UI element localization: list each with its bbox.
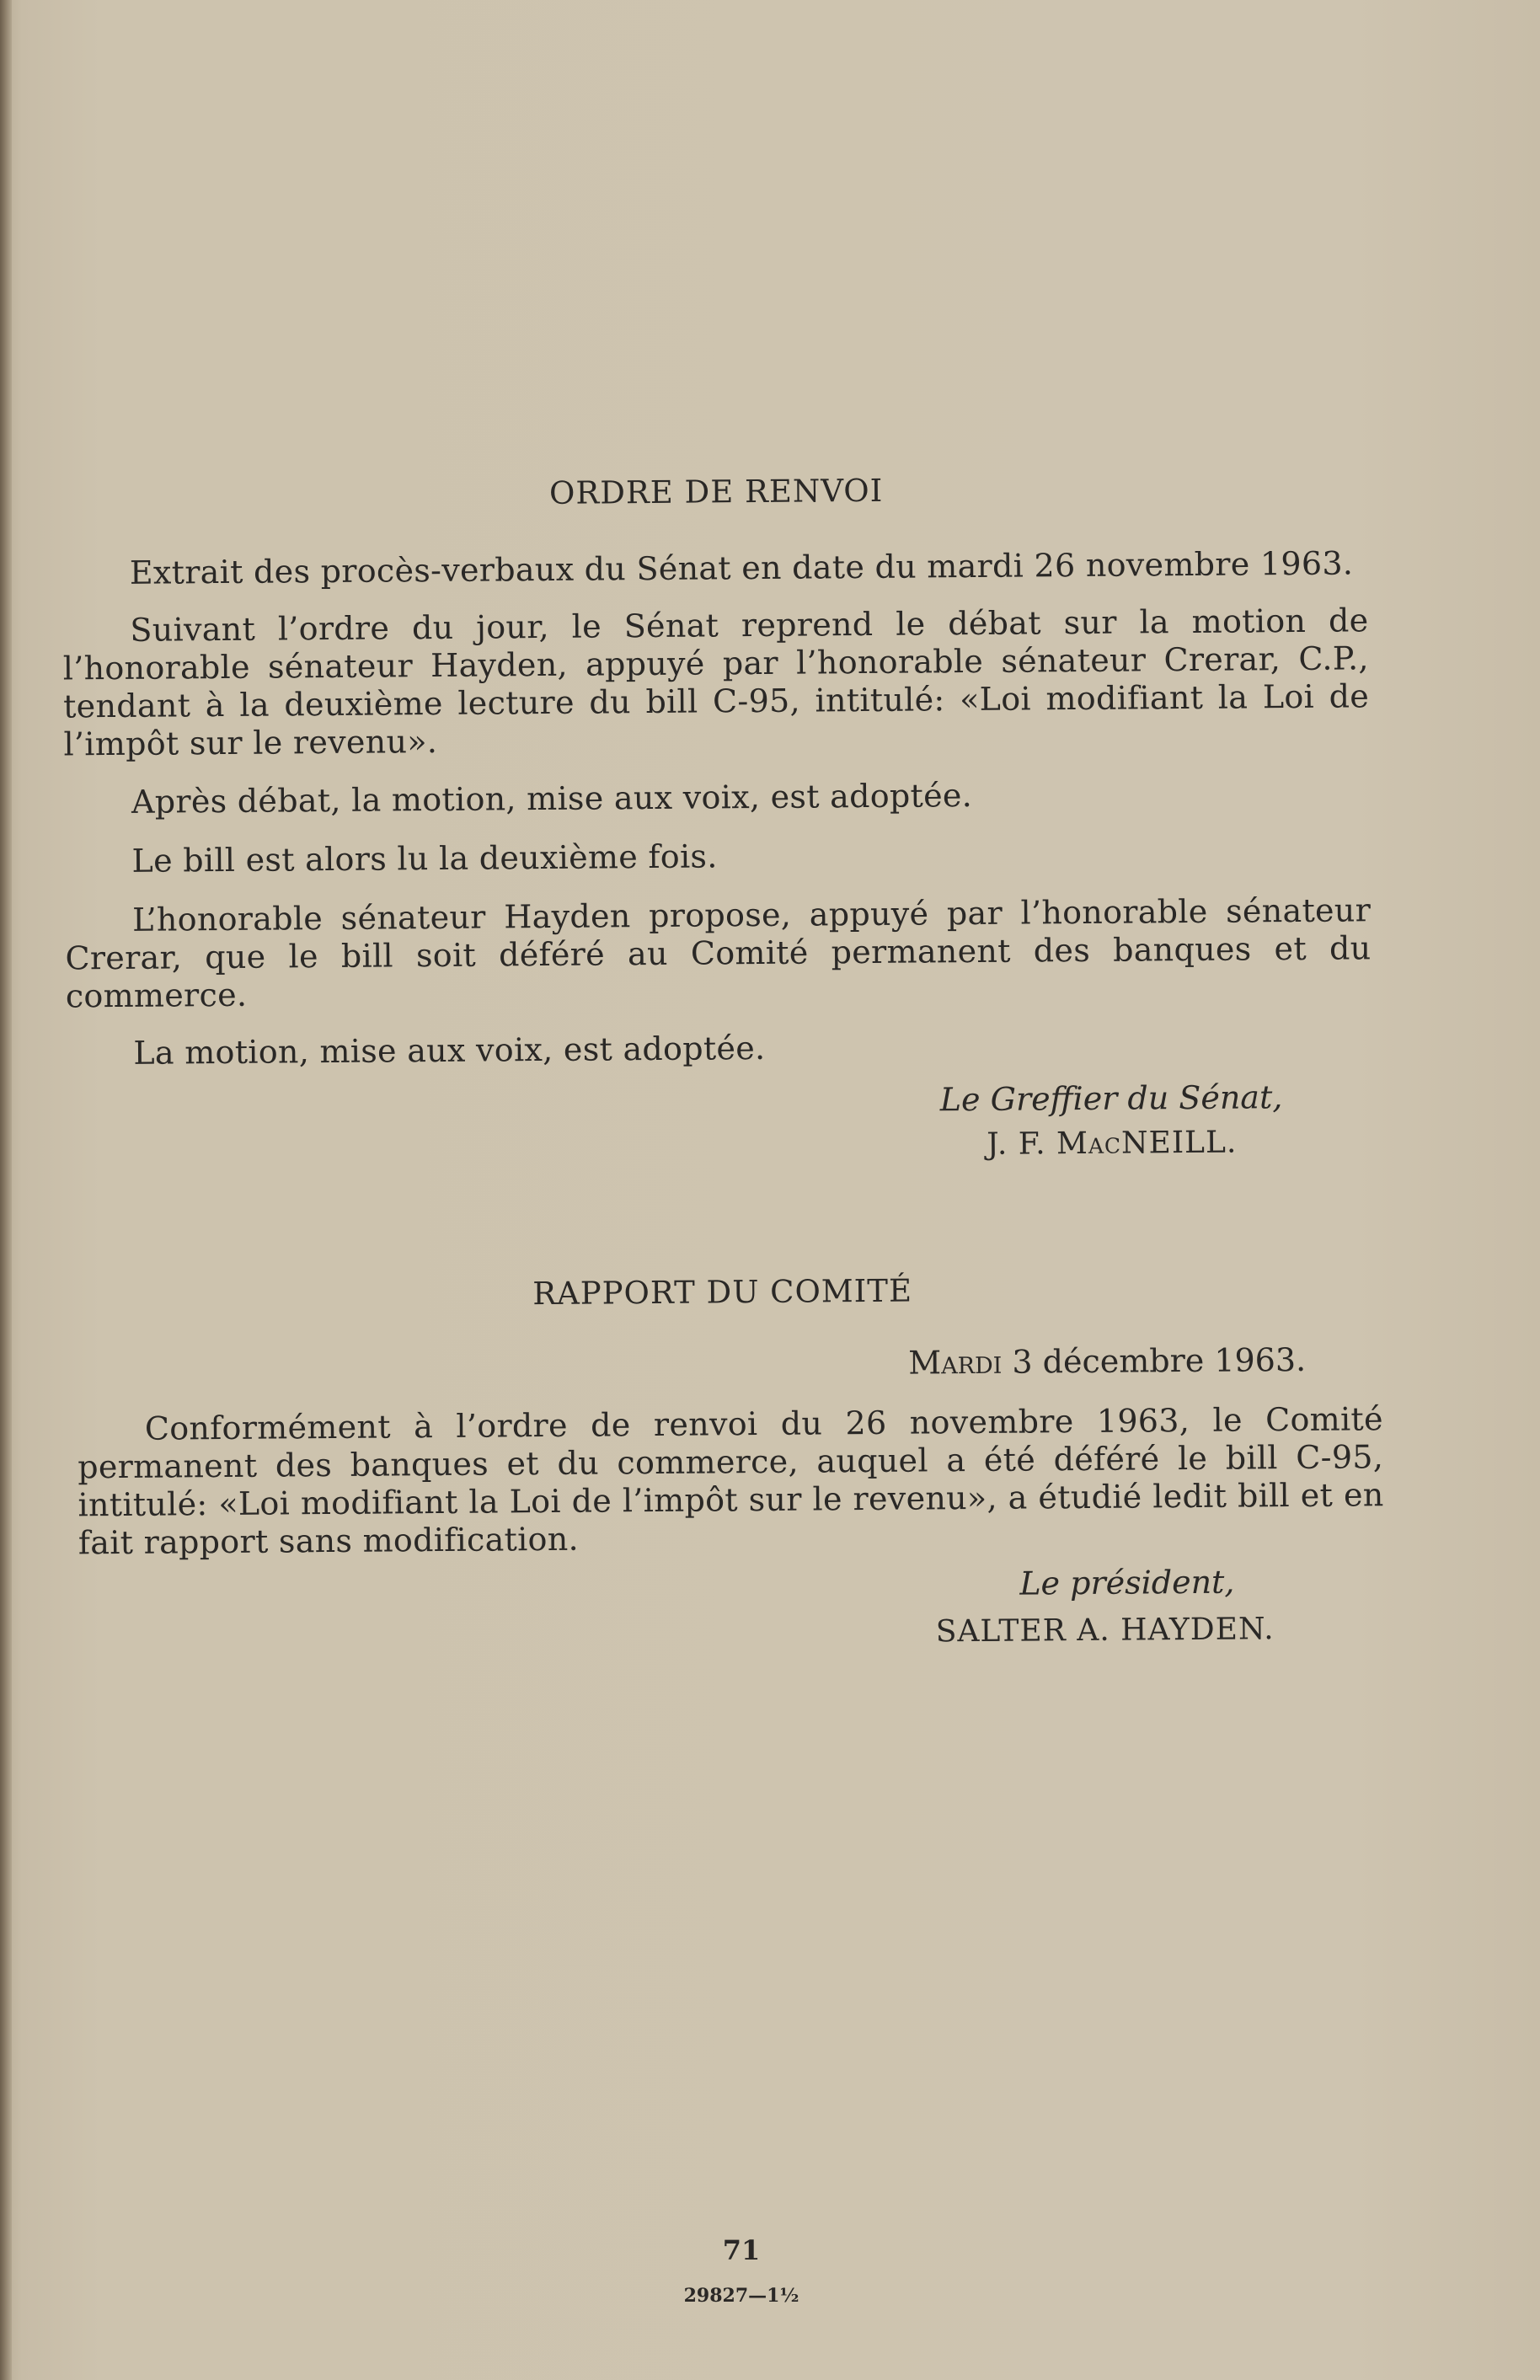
ordre-signature-name-suffix: NEILL. xyxy=(1120,1125,1238,1161)
rapport-date-day-rest: ardi xyxy=(941,1343,1003,1382)
rapport-date-rest: 3 décembre 1963. xyxy=(1002,1340,1307,1381)
ordre-signature-name-smallcaps: ac xyxy=(1088,1126,1122,1161)
page-number: 71 xyxy=(722,2234,761,2266)
rapport-date xyxy=(908,1341,1306,1382)
printer-code: 29827—1½ xyxy=(683,2285,799,2307)
ordre-paragraph-1: Suivant l’ordre du jour, le Sénat reprend le débat sur la motion de l’honorable sénateur Hayden, appuyé par l’honorable sénateur Crerar, C.P., tendant à la deuxième lecture du bill C-95, intitulé: «Loi modifiant la Loi de l’impôt sur le revenu». xyxy=(62,602,1370,763)
ordre-signature-name-prefix: J. F. M xyxy=(987,1126,1089,1162)
ordre-signature-title: Le Greffier du Sénat, xyxy=(939,1078,1283,1119)
ordre-paragraph-2: Après débat, la motion, mise aux voix, est adoptée. xyxy=(131,776,973,821)
rapport-signature-title: Le président, xyxy=(1019,1563,1235,1602)
ordre-paragraph-5: La motion, mise aux voix, est adoptée. xyxy=(133,1029,766,1072)
rapport-heading: RAPPORT DU COMITÉ xyxy=(532,1272,913,1313)
ordre-heading: ORDRE DE RENVOI xyxy=(548,472,884,511)
rapport-date-day-initial: M xyxy=(908,1344,942,1382)
ordre-paragraph-4: L’honorable sénateur Hayden propose, appuyé par l’honorable sénateur Crerar, que le bill soit déféré au Comité permanent des banques et du commerce. xyxy=(65,891,1372,1015)
ordre-signature-name xyxy=(987,1126,1237,1162)
rapport-signature-name: SALTER A. HAYDEN. xyxy=(935,1612,1275,1650)
rapport-body: Conformément à l’ordre de renvoi du 26 novembre 1963, le Comité permanent des banques et du commerce, auquel a été déféré le bill C-95, intitulé: «Loi modifiant la Loi de l’impôt sur le revenu», a étudié ledit bill et en fait rapport sans modification. xyxy=(78,1400,1384,1562)
ordre-paragraph-3: Le bill est alors lu la deuxième fois. xyxy=(131,837,718,880)
ordre-extrait: Extrait des procès-verbaux du Sénat en date du mardi 26 novembre 1963. xyxy=(129,544,1354,591)
